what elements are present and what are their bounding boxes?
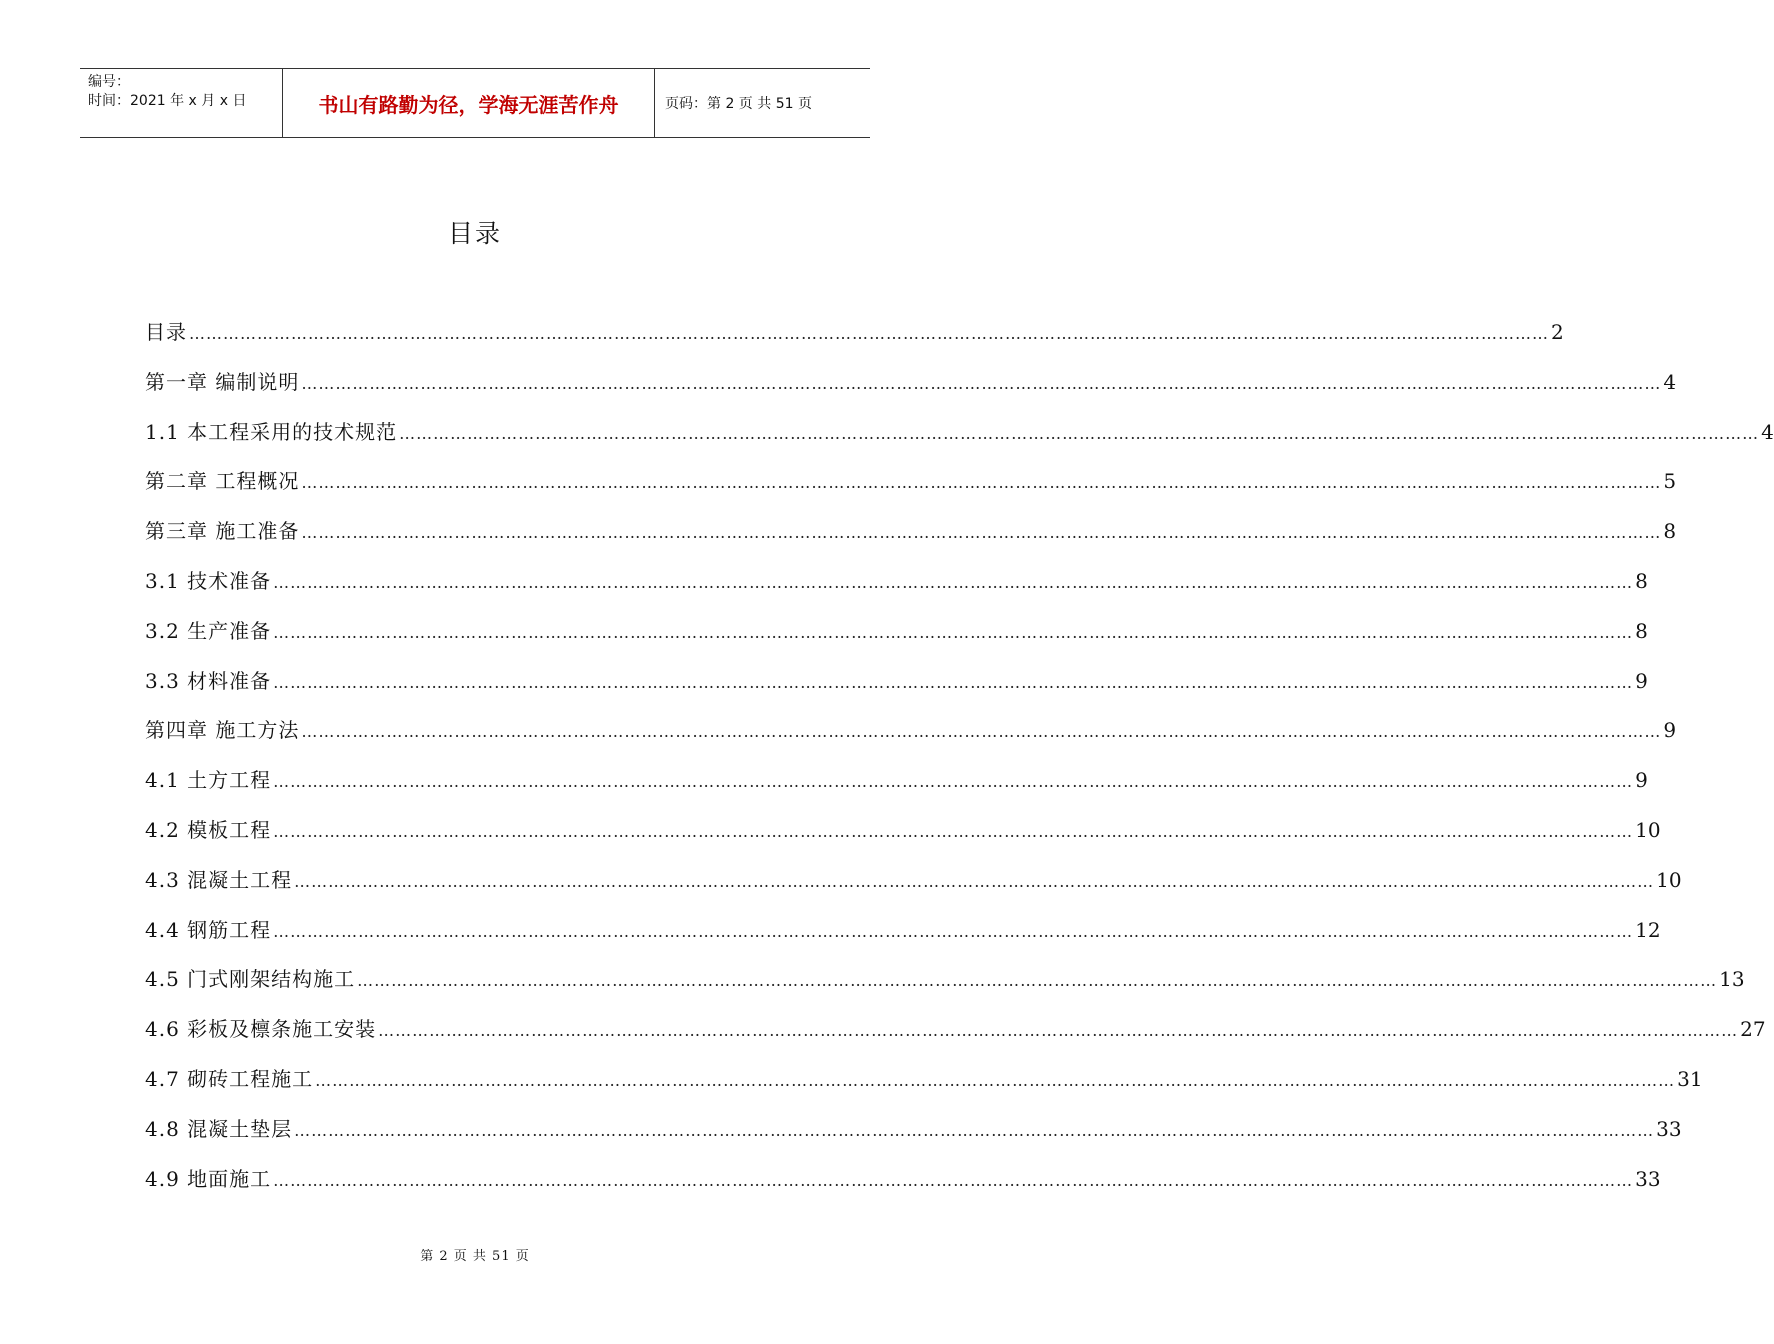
toc-entry[interactable]	[145, 1063, 1703, 1113]
toc-dot-leader: ……………………………………………………………………………………………………………………………………………………………………………………………………………………	[301, 523, 1662, 543]
toc-entry[interactable]	[145, 465, 1677, 515]
toc-entry[interactable]	[145, 416, 1774, 466]
toc-entry-page: 8	[1635, 618, 1648, 643]
toc-entry-page: 12	[1635, 917, 1661, 942]
toc-entry[interactable]	[145, 615, 1648, 665]
toc-entry-page: 27	[1740, 1017, 1766, 1042]
toc-entry-page: 31	[1677, 1066, 1703, 1091]
toc-entry[interactable]	[145, 963, 1745, 1013]
toc-entry-label: 第三章 施工准备	[145, 519, 300, 544]
toc-entry-label: 第一章 编制说明	[145, 369, 300, 394]
toc-entry[interactable]	[145, 714, 1677, 764]
toc-dot-leader: ……………………………………………………………………………………………………………………………………………………………………………………………………………………	[399, 423, 1760, 443]
toc-entry-label: 目录	[145, 320, 187, 344]
toc-entry-page: 10	[1656, 867, 1682, 892]
toc-entry-page: 33	[1635, 1166, 1661, 1191]
toc-entry-label: 3.3 材料准备	[145, 668, 272, 693]
toc-dot-leader: ……………………………………………………………………………………………………………………………………………………………………………………………………………………	[301, 473, 1662, 493]
toc-dot-leader: ……………………………………………………………………………………………………………………………………………………………………………………………………………………	[189, 324, 1549, 343]
header-meta	[80, 69, 282, 137]
toc-entry-page: 8	[1663, 519, 1677, 544]
toc-dot-leader: ……………………………………………………………………………………………………………………………………………………………………………………………………………………	[273, 921, 1634, 941]
document-date-label: 时间：2021 年 x 月 x 日	[88, 93, 247, 109]
toc-entry-page: 10	[1635, 817, 1661, 842]
toc-dot-leader: ……………………………………………………………………………………………………………………………………………………………………………………………………………………	[273, 821, 1634, 841]
toc-entry-page: 13	[1719, 967, 1745, 992]
toc-dot-leader: ……………………………………………………………………………………………………………………………………………………………………………………………………………………	[273, 572, 1634, 592]
toc-entry-label: 4.4 钢筋工程	[145, 917, 272, 942]
toc-entry-label: 4.5 门式刚架结构施工	[145, 967, 356, 992]
page-title: 目录	[447, 219, 502, 248]
toc-entry-label: 4.8 混凝土垫层	[145, 1116, 293, 1141]
toc-entry-page: 4	[1761, 419, 1774, 444]
toc-entry-label: 4.3 混凝土工程	[145, 867, 293, 892]
toc-dot-leader: ……………………………………………………………………………………………………………………………………………………………………………………………………………………	[294, 871, 1655, 891]
toc-entry-label: 1.1 本工程采用的技术规范	[145, 419, 398, 444]
toc-entry-label: 3.2 生产准备	[145, 618, 272, 643]
toc-entry-page: 8	[1635, 568, 1648, 593]
toc-entry[interactable]	[145, 1013, 1766, 1063]
toc-entry-page: 9	[1663, 718, 1677, 743]
toc-entry-label: 第二章 工程概况	[145, 469, 300, 494]
toc-entry[interactable]	[145, 764, 1648, 814]
page-footer: 第 2 页 共 51 页	[420, 1249, 530, 1264]
toc-entry[interactable]	[145, 814, 1661, 864]
toc-entry-page: 9	[1635, 768, 1648, 793]
toc-dot-leader: ……………………………………………………………………………………………………………………………………………………………………………………………………………………	[301, 722, 1662, 742]
toc-dot-leader: ……………………………………………………………………………………………………………………………………………………………………………………………………………………	[273, 622, 1634, 642]
toc-dot-leader: ……………………………………………………………………………………………………………………………………………………………………………………………………………………	[357, 971, 1718, 991]
toc-entry[interactable]	[145, 565, 1648, 615]
toc-dot-leader: ……………………………………………………………………………………………………………………………………………………………………………………………………………………	[378, 1021, 1739, 1041]
toc-entry-page: 33	[1656, 1116, 1682, 1141]
toc-entry[interactable]	[145, 515, 1677, 565]
toc-entry-label: 4.1 土方工程	[145, 768, 272, 793]
toc-entry-label: 4.9 地面施工	[145, 1166, 272, 1191]
toc-dot-leader: ……………………………………………………………………………………………………………………………………………………………………………………………………………………	[301, 373, 1662, 393]
toc-dot-leader: ……………………………………………………………………………………………………………………………………………………………………………………………………………………	[273, 1170, 1634, 1190]
toc-entry[interactable]	[145, 914, 1661, 964]
toc-entry-page: 5	[1663, 469, 1677, 494]
page-header	[80, 68, 870, 138]
toc-entry-page: 2	[1551, 320, 1564, 344]
toc-entry[interactable]	[145, 665, 1648, 715]
toc-entry[interactable]	[145, 366, 1677, 416]
toc-entry-label: 3.1 技术准备	[145, 568, 272, 593]
toc-entry-label: 4.7 砌砖工程施工	[145, 1066, 314, 1091]
toc-entry-page: 4	[1663, 369, 1677, 394]
toc-dot-leader: ……………………………………………………………………………………………………………………………………………………………………………………………………………………	[273, 772, 1634, 792]
toc-entry[interactable]	[145, 1163, 1661, 1213]
header-motto: 书山有路勤为径，学海无涯苦作舟	[282, 69, 655, 137]
toc-dot-leader: ……………………………………………………………………………………………………………………………………………………………………………………………………………………	[315, 1070, 1676, 1090]
toc-entry-label: 4.6 彩板及檩条施工安装	[145, 1017, 377, 1042]
document-number-label: 编号：	[88, 74, 130, 90]
header-page-number: 页码：第 2 页 共 51 页	[665, 96, 812, 112]
table-of-contents	[145, 316, 1774, 1212]
toc-entry[interactable]	[145, 1113, 1682, 1163]
toc-entry[interactable]	[145, 864, 1682, 914]
toc-entry-label: 第四章 施工方法	[145, 718, 300, 743]
toc-dot-leader: ……………………………………………………………………………………………………………………………………………………………………………………………………………………	[273, 672, 1634, 692]
toc-dot-leader: ……………………………………………………………………………………………………………………………………………………………………………………………………………………	[294, 1120, 1655, 1140]
toc-entry-page: 9	[1635, 668, 1648, 693]
toc-entry[interactable]	[145, 316, 1564, 366]
toc-entry-label: 4.2 模板工程	[145, 817, 272, 842]
